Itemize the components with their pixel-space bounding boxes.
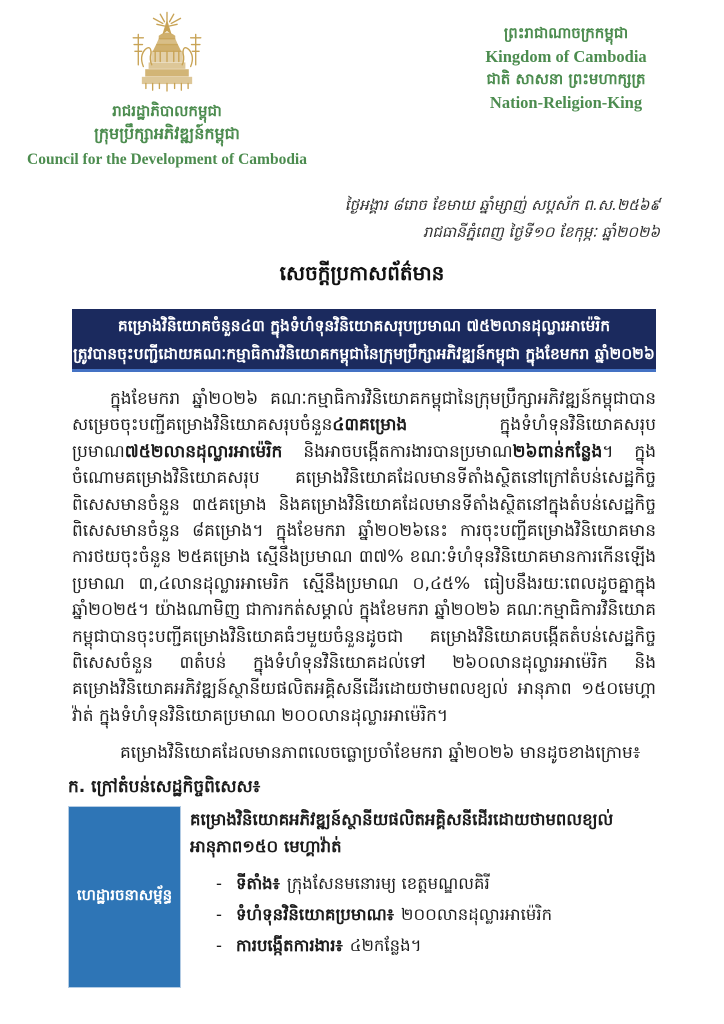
bullet-value: ៤២កន្លែង។ [349,936,422,955]
motto-khmer-line: ជាតិ សាសនា ព្រះមហាក្សត្រ [486,70,646,88]
royal-arms-emblem-icon [129,10,205,96]
left-letterhead-khmer-line2: ក្រុមប្រឹក្សាអភិវឌ្ឍន៍កម្ពុជា [94,124,240,143]
bullet-value: ២០០លានដុល្លារអាម៉េរិក [401,905,553,924]
left-letterhead-khmer-line1: រាជរដ្ឋាភិបាលកម្ពុជា [112,102,222,120]
body-paragraph-2: គម្រោងវិនិយោគដែលមានភាពលេចធ្លោប្រចាំខែមករា ឆ្នាំ២០២៦ មានដូចខាងក្រោម៖ [120,743,641,763]
highlighted-figure: ២៦ពាន់កន្លែង [512,441,603,462]
project-title: គម្រោងវិនិយោគអភិវឌ្ឍន៍ស្ថានីយផលិតអគ្គិសនីដើរដោយថាមពលខ្យល់ អានុភាព១៥០ មេហ្គាវ៉ាត់ [190,810,614,856]
headline-banner [72,309,656,372]
paragraph-text: ក្នុងទំហំទុនវិនិយោគសរុបប្រមាណ [72,415,656,462]
lunar-date-line: ថ្ងៃអង្គារ ៨រោច ខែមាឃ ឆ្នាំម្សាញ់ សប្តស័ក ព.ស.២៥៦៩ [344,196,660,214]
project-bullet-list [190,868,658,961]
banner-line1: គម្រោងវិនិយោគចំនួន៤៣ ក្នុងទំហំទុនវិនិយោគសរុបប្រមាណ ៧៥២លានដុល្លារអាម៉េរិក [117,317,611,335]
section-a-heading: ក. ក្រៅតំបន់សេដ្ឋកិច្ចពិសេស៖ [68,777,261,797]
civil-date-line: រាជធានីភ្នំពេញ ថ្ងៃទី១០ ខែកុម្ភៈ ឆ្នាំ២០២៦ [422,223,660,241]
kingdom-english-line: Kingdom of Cambodia [485,47,647,66]
category-box-infrastructure [68,806,181,988]
document-title: សេចក្តីប្រកាសព័ត៌មាន [279,261,445,285]
bullet-dash-marker: - [216,874,222,893]
section-a-content [190,806,658,961]
dateline [230,192,660,246]
paragraph-text: ។ ក្នុងចំណោមគម្រោងវិនិយោគសរុប គម្រោងវិនិយោគដែលមានទីតាំងស្ថិតនៅក្រៅតំបន់សេដ្ឋកិច្ចពិសេសមានចំនួន ៣៥គម្រោង និងគម្រោងវិនិយោគដែលមានទីតាំងស្ថិតនៅក្នុងតំបន់សេដ្ឋកិច្ចពិសេសមានចំនួន ៨គម្រោង។ ក្នុងខែមករា ឆ្នាំ២០២៦នេះ ការចុះបញ្ជីគម្រោងវិនិយោគមានការថយចុះចំនួន ២៥គម្រោង ស្មើនឹងប្រមាណ ៣៧% ខណៈទំហំទុនវិនិយោគមានការកើនឡើងប្រមាណ ៣,៤លានដុល្លារអាមេរិក ស្មើនឹងប្រមាណ ០,៤៥% ធៀបនឹងរយៈពេលដូចគ្នាក្នុងឆ្នាំ២០២៥។ យ៉ាងណាមិញ ជាការកត់សម្គាល់ ក្នុងខែមករា ឆ្នាំ២០២៦ គណៈកម្មាធិការវិនិយោគកម្ពុជាបានចុះបញ្ជីគម្រោងវិនិយោគធំៗមួយចំនួនដូចជា គម្រោងវិនិយោគបង្កើតតំបន់សេដ្ឋកិច្ចពិសេសចំនួន ៣តំបន់ ក្នុងទំហំទុនវិនិយោគដល់ទៅ ២៦០លានដុល្លារអាម៉េរិក និងគម្រោងវិនិយោគអភិវឌ្ឍន៍ស្ថានីយផលិតអគ្គិសនីដើរដោយថាមពលខ្យល់ អានុភាព ១៥០មេហ្គាវ៉ាត់ ក្នុងទំហំទុនវិនិយោគប្រមាណ ២០០លានដុល្លារអាម៉េរិក។ [72,441,656,726]
category-label: ហេដ្ឋារចនាសម្ព័ន្ធ [76,886,173,904]
bullet-value: ក្រុងសែនមនោរម្យ ខេត្តមណ្ឌលគិរី [286,874,490,893]
highlighted-figure: ៧៥២លានដុល្លារអាម៉េរិក [124,441,283,462]
bullet-dash-marker: - [216,905,222,924]
bullet-label: ការបង្កើតការងារ៖ [236,936,343,955]
motto-english-line: Nation-Religion-King [489,93,643,112]
kingdom-khmer-line: ព្រះរាជាណាចក្រកម្ពុជា [503,24,629,42]
left-letterhead-english: Council for the Development of Cambodia [27,151,307,168]
paragraph-text: ក្នុងខែមករា ឆ្នាំ២០២៦ គណៈកម្មាធិការវិនិយោគកម្ពុជានៃក្រុមប្រឹក្សាអភិវឌ្ឍន៍កម្ពុជាបានសម្រេចចុះបញ្ជីគម្រោងវិនិយោគសរុបចំនួន [72,389,656,436]
bullet-dash-marker: - [216,936,222,955]
highlighted-figure: ៤៣គម្រោង [332,415,408,436]
bullet-label: ទំហំទុនវិនិយោគប្រមាណ៖ [236,905,394,924]
right-letterhead [438,22,694,114]
banner-line2: ត្រូវបានចុះបញ្ជីដោយគណៈកម្មាធិការវិនិយោគកម្ពុជានៃក្រុមប្រឹក្សាអភិវឌ្ឍន៍កម្ពុជា ក្នុងខែមករា ឆ្នាំ២០២៦ [73,345,655,363]
bullet-item [190,930,658,961]
left-letterhead [22,10,312,170]
bullet-label: ទីតាំង៖ [236,874,280,893]
bullet-item [190,868,658,899]
body-paragraph-1 [72,386,656,729]
bullet-item [190,899,658,930]
paragraph-text: និងអាចបង្កើតការងារបានប្រមាណ [282,441,513,462]
